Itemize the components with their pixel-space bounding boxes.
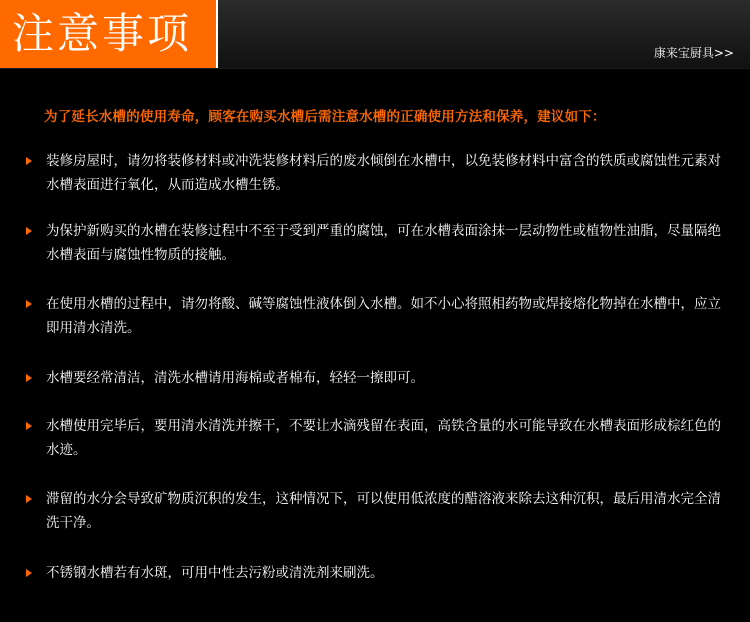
triangle-bullet-icon: [26, 569, 32, 577]
list-item-text: 不锈钢水槽若有水斑，可用中性去污粉或清洗剂来刷洗。: [46, 565, 384, 581]
triangle-bullet-icon: [26, 422, 32, 430]
list-item: [26, 561, 734, 585]
list-item: [26, 219, 734, 267]
list-item-text: 装修房屋时，请勿将装修材料或冲洗装修材料后的废水倾倒在水槽中，以免装修材料中富含的铁质或腐蚀性元素对水槽表面进行氧化，从而造成水槽生锈。: [46, 153, 721, 193]
list-item: [26, 292, 734, 340]
list-item-text: 在使用水槽的过程中，请勿将酸、碱等腐蚀性液体倒入水槽。如不小心将照相药物或焊接熔化物掉在水槽中，应立即用清水清洗。: [46, 296, 721, 336]
list-item: [26, 487, 734, 535]
list-item: [26, 149, 734, 197]
title-banner: [0, 0, 218, 68]
list-item-text: 水槽要经常清洁，清洗水槽请用海棉或者棉布，轻轻一擦即可。: [46, 370, 424, 386]
list-item: [26, 414, 734, 462]
intro-text: 为了延长水槽的使用寿命，顾客在购买水槽后需注意水槽的正确使用方法和保养，建议如下：: [44, 109, 606, 125]
triangle-bullet-icon: [26, 157, 32, 165]
brand-link[interactable]: 康来宝厨具>>: [653, 46, 734, 60]
triangle-bullet-icon: [26, 495, 32, 503]
triangle-bullet-icon: [26, 227, 32, 235]
list-item: [26, 366, 734, 390]
triangle-bullet-icon: [26, 374, 32, 382]
header-bar: [0, 0, 750, 69]
list-item-text: 滞留的水分会导致矿物质沉积的发生，这种情况下，可以使用低浓度的醋溶液来除去这种沉积，最后用清水完全清洗干净。: [46, 491, 721, 531]
triangle-bullet-icon: [26, 300, 32, 308]
page-title: 注意事项: [12, 9, 193, 58]
list-item-text: 为保护新购买的水槽在装修过程中不至于受到严重的腐蚀，可在水槽表面涂抹一层动物性或植物性油脂，尽量隔绝水槽表面与腐蚀性物质的接触。: [46, 223, 721, 263]
list-item-text: 水槽使用完毕后，要用清水清洗并擦干，不要让水滴残留在表面，高铁含量的水可能导致在水槽表面形成棕红色的水迹。: [46, 418, 721, 458]
